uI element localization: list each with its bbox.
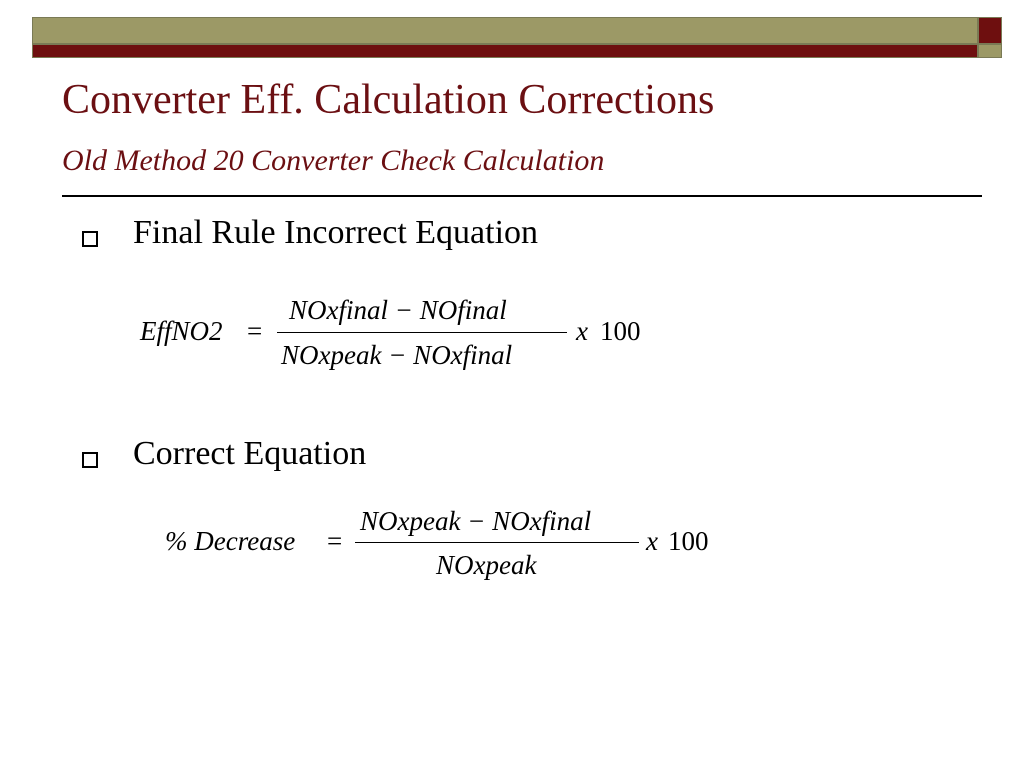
eq1-denominator: NOxpeak − NOxfinal (281, 340, 513, 370)
header-square-red (978, 17, 1002, 44)
slide-subtitle: Old Method 20 Converter Check Calculation (62, 144, 605, 177)
eq1-numerator: NOxfinal − NOfinal (289, 295, 507, 325)
bullet-square-icon (82, 452, 98, 468)
eq2-equals: = (327, 526, 343, 556)
header-band-red (32, 44, 978, 58)
eq2-numerator: NOxpeak − NOxfinal (360, 506, 592, 536)
bullet-incorrect-equation: Final Rule Incorrect Equation (133, 214, 539, 251)
slide-title: Converter Eff. Calculation Corrections (62, 77, 715, 123)
eq2-fraction-bar (355, 542, 639, 543)
header-band-olive (32, 17, 978, 44)
title-divider (62, 195, 982, 197)
eq2-times: x (646, 526, 658, 556)
eq1-equals: = (247, 316, 263, 346)
eq1-times: x (576, 316, 588, 346)
eq1-factor: 100 (600, 316, 641, 346)
eq2-lhs: % Decrease (165, 526, 296, 556)
header-square-olive (978, 44, 1002, 58)
eq2-denominator: NOxpeak (436, 550, 537, 580)
eq1-fraction-bar (277, 332, 567, 333)
eq2-factor: 100 (668, 526, 709, 556)
bullet-square-icon (82, 231, 98, 247)
bullet-correct-equation: Correct Equation (133, 435, 367, 472)
eq1-lhs: EffNO2 (140, 316, 223, 346)
